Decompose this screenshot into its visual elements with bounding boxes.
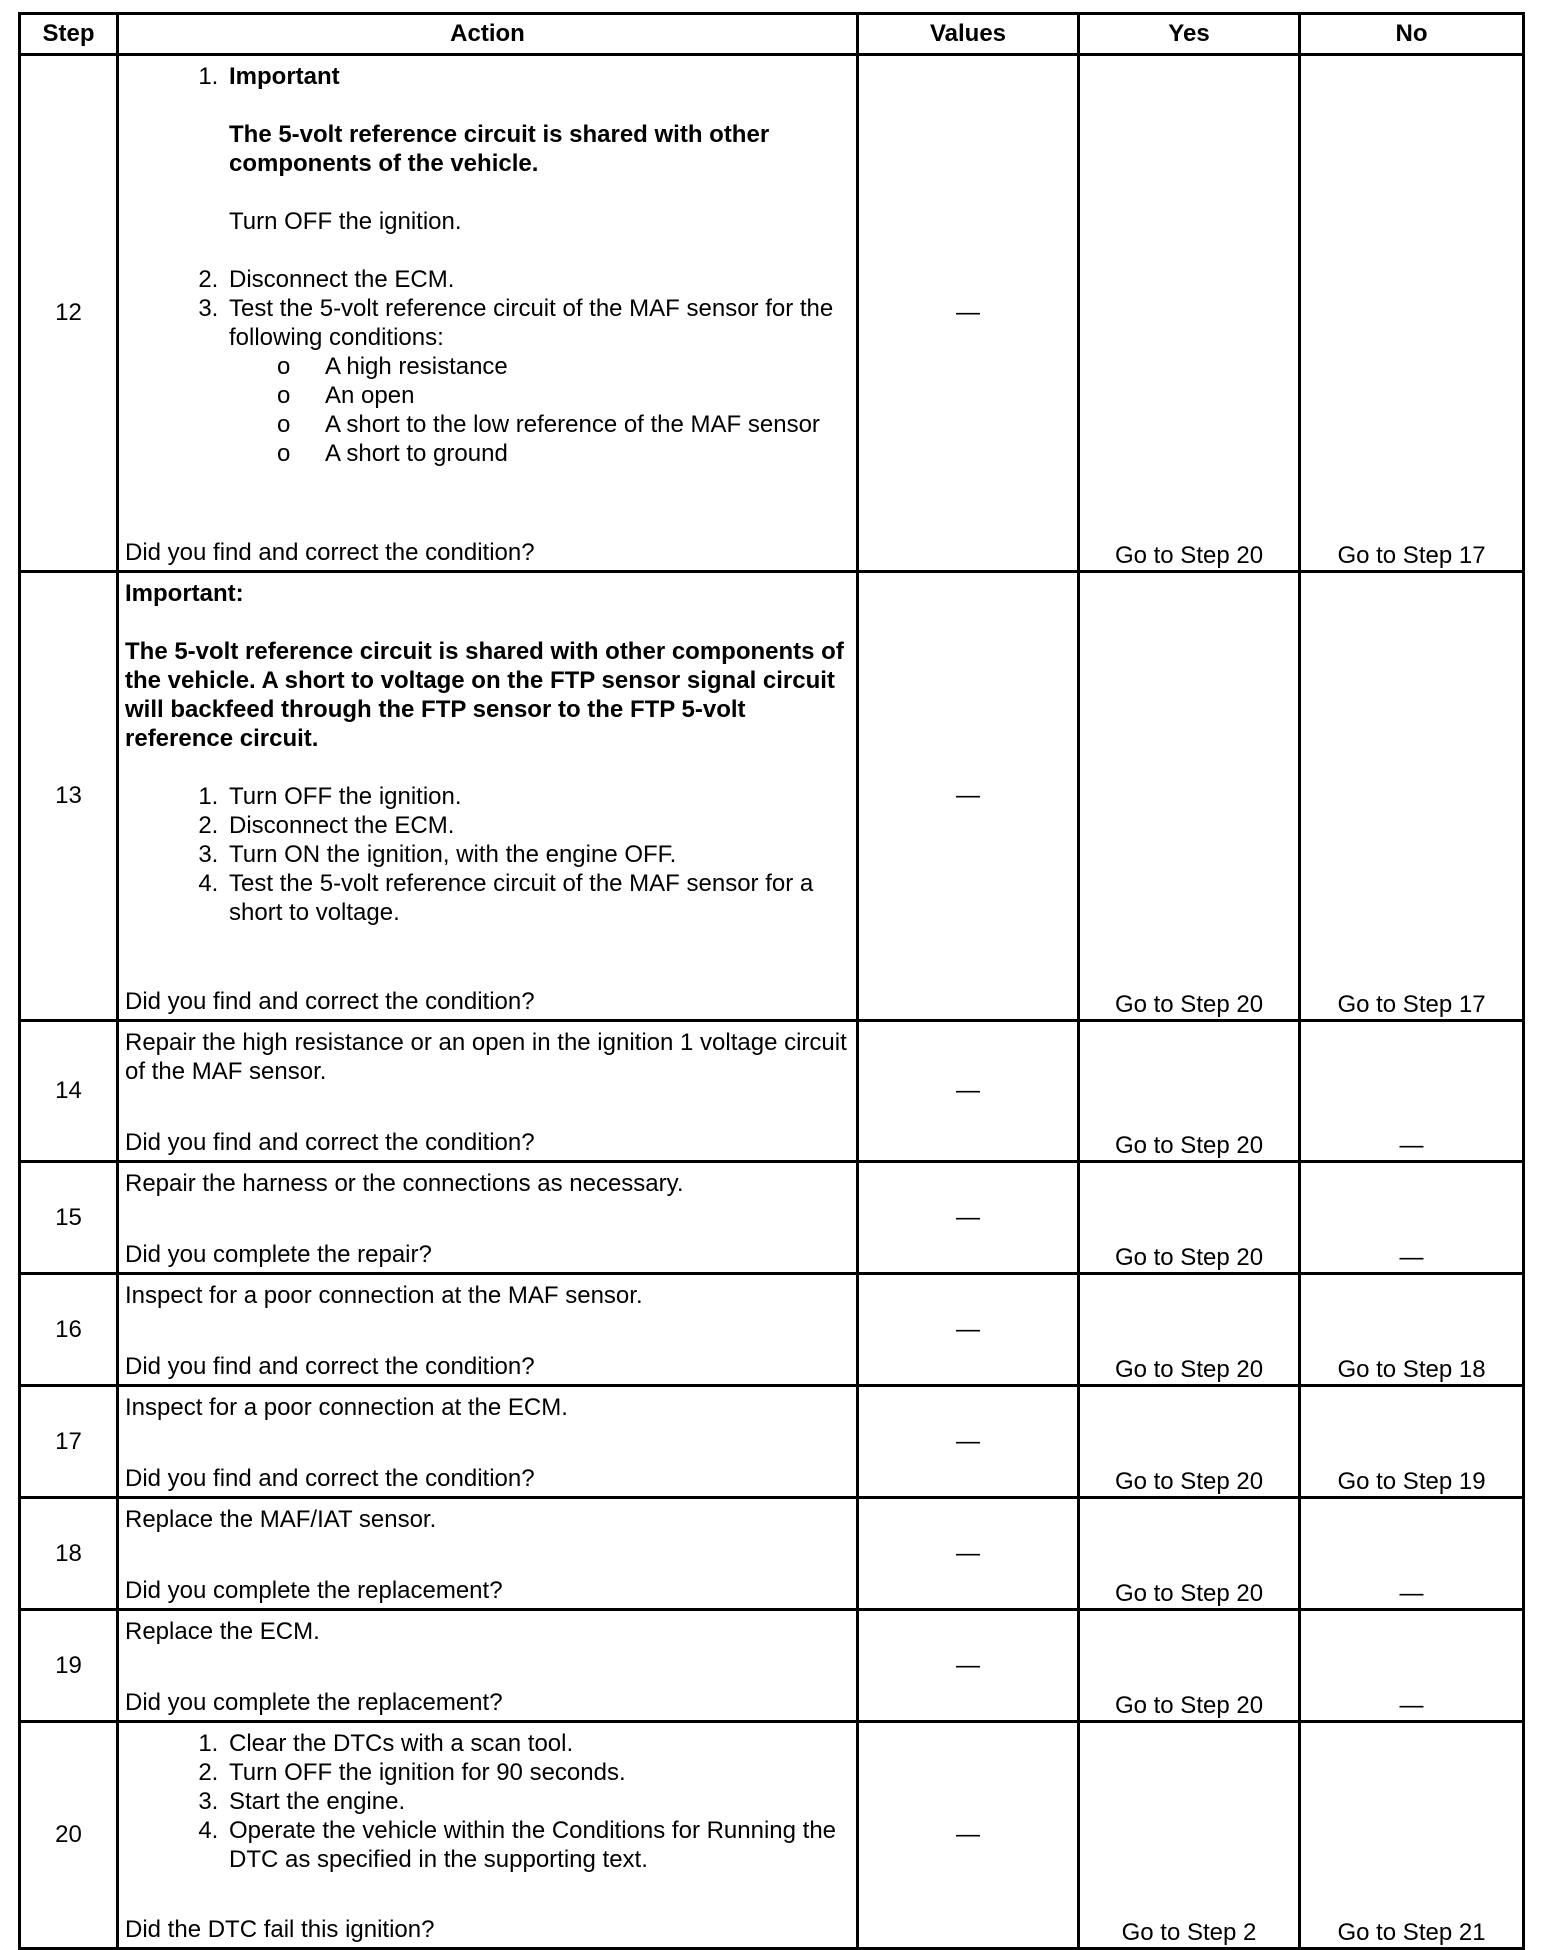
list-item: 1. Turn OFF the ignition. <box>225 782 850 811</box>
no-cell: Go to Step 21 <box>1300 1722 1524 1949</box>
table-row-step-19 <box>20 1610 1524 1722</box>
list-item <box>225 62 850 265</box>
question-text: Did you complete the repair? <box>125 1241 432 1268</box>
values-cell: — <box>858 1274 1079 1386</box>
action-text: Inspect for a poor connection at the MAF sensor. <box>125 1282 643 1309</box>
step-number: 18 <box>20 1498 118 1610</box>
question-text: Did you complete the replacement? <box>125 1577 503 1604</box>
header-values: Values <box>858 14 1079 55</box>
question-text: Did you find and correct the condition? <box>125 1353 535 1380</box>
header-yes: Yes <box>1079 14 1300 55</box>
values-cell: — <box>858 572 1079 1021</box>
list-item: 3. Turn ON the ignition, with the engine OFF. <box>225 840 850 869</box>
condition-list <box>125 352 850 468</box>
no-cell: — <box>1300 1498 1524 1610</box>
important-text: The 5-volt reference circuit is shared with other components of the vehicle. A short to voltage on the FTP sensor signal circuit will backfeed through the FTP sensor to the FTP 5-volt reference circuit. <box>125 638 844 752</box>
action-cell <box>118 1386 858 1498</box>
values-cell: — <box>858 1610 1079 1722</box>
table-row-step-18 <box>20 1498 1524 1610</box>
table-row-step-13 <box>20 572 1524 1021</box>
important-label: Important: <box>125 580 244 607</box>
question-text: Did the DTC fail this ignition? <box>125 1916 435 1943</box>
values-cell: — <box>858 55 1079 572</box>
question-text: Did you find and correct the condition? <box>125 988 535 1015</box>
values-cell: — <box>858 1021 1079 1162</box>
action-cell <box>118 55 858 572</box>
list-item: 3. Start the engine. <box>225 1787 850 1816</box>
condition-item: o A short to ground <box>125 439 850 468</box>
values-cell: — <box>858 1386 1079 1498</box>
instruction-text: Turn OFF the ignition. <box>229 208 462 235</box>
values-cell: — <box>858 1498 1079 1610</box>
step-number: 14 <box>20 1021 118 1162</box>
yes-cell: Go to Step 20 <box>1079 1274 1300 1386</box>
action-text: Repair the harness or the connections as necessary. <box>125 1170 684 1197</box>
no-cell: — <box>1300 1610 1524 1722</box>
values-cell: — <box>858 1722 1079 1949</box>
yes-cell: Go to Step 20 <box>1079 1021 1300 1162</box>
diagnostic-table <box>18 12 1525 1950</box>
table-row-step-15 <box>20 1162 1524 1274</box>
yes-cell: Go to Step 20 <box>1079 55 1300 572</box>
table-row-step-20 <box>20 1722 1524 1949</box>
table-row-step-16 <box>20 1274 1524 1386</box>
no-cell: Go to Step 18 <box>1300 1274 1524 1386</box>
action-cell <box>118 1610 858 1722</box>
action-cell <box>118 1274 858 1386</box>
condition-item: o An open <box>125 381 850 410</box>
step-number: 12 <box>20 55 118 572</box>
header-action: Action <box>118 14 858 55</box>
action-list <box>125 1729 850 1874</box>
step-number: 15 <box>20 1162 118 1274</box>
no-cell: Go to Step 19 <box>1300 1386 1524 1498</box>
step-number: 19 <box>20 1610 118 1722</box>
condition-item: o A short to the low reference of the MAF sensor <box>125 410 850 439</box>
condition-item: o A high resistance <box>125 352 850 381</box>
action-text: Inspect for a poor connection at the ECM. <box>125 1394 568 1421</box>
question-text: Did you find and correct the condition? <box>125 539 535 566</box>
question-text: Did you find and correct the condition? <box>125 1465 535 1492</box>
step-number: 13 <box>20 572 118 1021</box>
step-number: 20 <box>20 1722 118 1949</box>
action-text: Replace the ECM. <box>125 1618 320 1645</box>
yes-cell: Go to Step 20 <box>1079 572 1300 1021</box>
no-cell: — <box>1300 1162 1524 1274</box>
action-text: Repair the high resistance or an open in the ignition 1 voltage circuit of the MAF sensor. <box>125 1029 847 1085</box>
header-step: Step <box>20 14 118 55</box>
question-text: Did you find and correct the condition? <box>125 1129 535 1156</box>
action-text: Replace the MAF/IAT sensor. <box>125 1506 437 1533</box>
table-row-step-12 <box>20 55 1524 572</box>
yes-cell: Go to Step 20 <box>1079 1386 1300 1498</box>
yes-cell: Go to Step 20 <box>1079 1498 1300 1610</box>
action-cell <box>118 1162 858 1274</box>
list-item: 2. Disconnect the ECM. <box>225 265 850 294</box>
yes-cell: Go to Step 2 <box>1079 1722 1300 1949</box>
values-cell: — <box>858 1162 1079 1274</box>
header-no: No <box>1300 14 1524 55</box>
no-cell: Go to Step 17 <box>1300 572 1524 1021</box>
list-item: 2. Disconnect the ECM. <box>225 811 850 840</box>
no-cell: — <box>1300 1021 1524 1162</box>
table-row-step-17 <box>20 1386 1524 1498</box>
important-text: The 5-volt reference circuit is shared with other components of the vehicle. <box>229 121 770 177</box>
important-label: 1. Important <box>229 63 340 90</box>
yes-cell: Go to Step 20 <box>1079 1610 1300 1722</box>
question-text: Did you complete the replacement? <box>125 1689 503 1716</box>
list-item: 4. Operate the vehicle within the Conditions for Running the DTC as specified in the supporting text. <box>225 1816 850 1874</box>
action-list <box>125 782 850 927</box>
action-cell <box>118 572 858 1021</box>
header-row <box>20 14 1524 55</box>
yes-cell: Go to Step 20 <box>1079 1162 1300 1274</box>
no-cell: Go to Step 17 <box>1300 55 1524 572</box>
table-row-step-14 <box>20 1021 1524 1162</box>
list-item: 3. Test the 5-volt reference circuit of the MAF sensor for the following conditions: <box>225 294 850 352</box>
list-item: 2. Turn OFF the ignition for 90 seconds. <box>225 1758 850 1787</box>
step-number: 17 <box>20 1386 118 1498</box>
action-cell <box>118 1722 858 1949</box>
action-list <box>125 62 850 352</box>
list-item: 1. Clear the DTCs with a scan tool. <box>225 1729 850 1758</box>
step-number: 16 <box>20 1274 118 1386</box>
action-cell <box>118 1498 858 1610</box>
diagnostic-table-container <box>18 12 1525 1950</box>
action-cell <box>118 1021 858 1162</box>
list-item: 4. Test the 5-volt reference circuit of the MAF sensor for a short to voltage. <box>225 869 850 927</box>
